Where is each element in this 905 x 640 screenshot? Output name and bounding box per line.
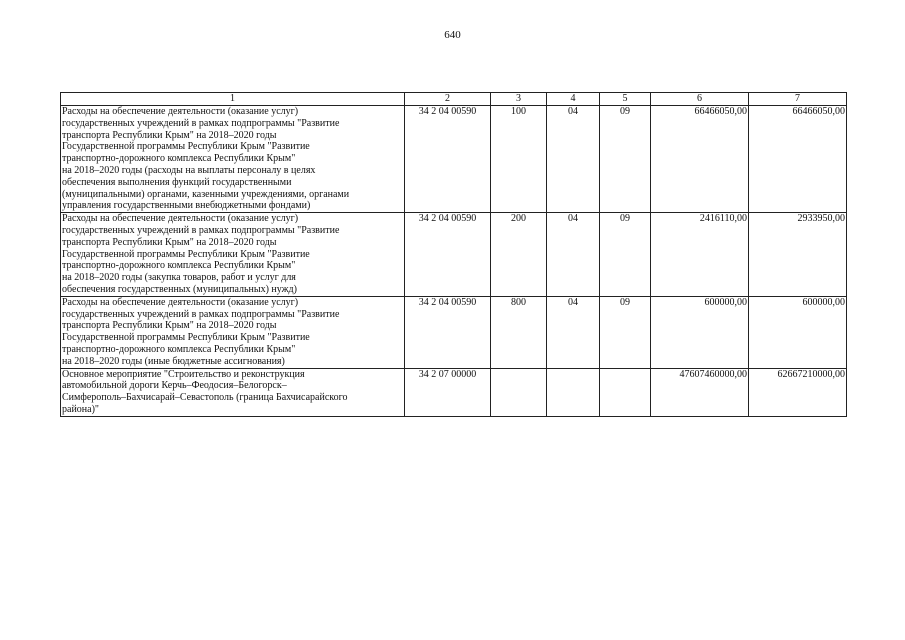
row-amount-col6-cell: 600000,00 bbox=[651, 296, 749, 368]
header-cell-6: 6 bbox=[651, 93, 749, 106]
header-cell-7: 7 bbox=[749, 93, 847, 106]
row-section-cell: 04 bbox=[547, 296, 600, 368]
budget-table bbox=[60, 92, 847, 417]
row-section-cell: 04 bbox=[547, 106, 600, 213]
header-cell-2: 2 bbox=[405, 93, 491, 106]
table-row bbox=[61, 106, 847, 213]
row-name-cell: Расходы на обеспечение деятельности (оказание услуг) государственных учреждений в рамках подпрограммы "Развитие транспорта Республики Крым" на 2018–2020 годы Государственной программы Республики Крым "Развитие транспортно-дорожного комплекса Республики Крым" на 2018–2020 годы (иные бюджетные ассигнования) bbox=[61, 296, 405, 368]
row-amount-col6-cell: 66466050,00 bbox=[651, 106, 749, 213]
header-cell-3: 3 bbox=[491, 93, 547, 106]
row-subsection-cell bbox=[600, 368, 651, 416]
row-amount-col7-cell: 66466050,00 bbox=[749, 106, 847, 213]
row-expense-type-cell: 800 bbox=[491, 296, 547, 368]
table-row bbox=[61, 213, 847, 297]
page-number: 640 bbox=[444, 29, 461, 41]
row-name-cell: Основное мероприятие "Строительство и реконструкция автомобильной дороги Керчь–Феодосия–Белогорск– Симферополь–Бахчисарай–Севастополь (граница Бахчисарайского района)" bbox=[61, 368, 405, 416]
row-subsection-cell: 09 bbox=[600, 296, 651, 368]
row-code-cell: 34 2 04 00590 bbox=[405, 213, 491, 297]
row-code-cell: 34 2 04 00590 bbox=[405, 106, 491, 213]
header-cell-1: 1 bbox=[61, 93, 405, 106]
header-cell-5: 5 bbox=[600, 93, 651, 106]
row-amount-col6-cell: 47607460000,00 bbox=[651, 368, 749, 416]
row-code-cell: 34 2 04 00590 bbox=[405, 296, 491, 368]
row-name-cell: Расходы на обеспечение деятельности (оказание услуг) государственных учреждений в рамках подпрограммы "Развитие транспорта Республики Крым" на 2018–2020 годы Государственной программы Республики Крым "Развитие транспортно-дорожного комплекса Республики Крым" на 2018–2020 годы (расходы на выплаты персоналу в целях обеспечения выполнения функций государственными (муниципальными) органами, казенными учреждениями, органами управления государственными внебюджетными фондами) bbox=[61, 106, 405, 213]
header-cell-4: 4 bbox=[547, 93, 600, 106]
row-amount-col6-cell: 2416110,00 bbox=[651, 213, 749, 297]
row-expense-type-cell: 200 bbox=[491, 213, 547, 297]
table-row bbox=[61, 296, 847, 368]
row-name-cell: Расходы на обеспечение деятельности (оказание услуг) государственных учреждений в рамках подпрограммы "Развитие транспорта Республики Крым" на 2018–2020 годы Государственной программы Республики Крым "Развитие транспортно-дорожного комплекса Республики Крым" на 2018–2020 годы (закупка товаров, работ и услуг для обеспечения государственных (муниципальных) нужд) bbox=[61, 213, 405, 297]
row-subsection-cell: 09 bbox=[600, 106, 651, 213]
row-section-cell: 04 bbox=[547, 213, 600, 297]
table-header-row bbox=[61, 93, 847, 106]
row-amount-col7-cell: 62667210000,00 bbox=[749, 368, 847, 416]
row-amount-col7-cell: 2933950,00 bbox=[749, 213, 847, 297]
row-expense-type-cell bbox=[491, 368, 547, 416]
table-row bbox=[61, 368, 847, 416]
row-expense-type-cell: 100 bbox=[491, 106, 547, 213]
row-subsection-cell: 09 bbox=[600, 213, 651, 297]
row-amount-col7-cell: 600000,00 bbox=[749, 296, 847, 368]
row-section-cell bbox=[547, 368, 600, 416]
row-code-cell: 34 2 07 00000 bbox=[405, 368, 491, 416]
